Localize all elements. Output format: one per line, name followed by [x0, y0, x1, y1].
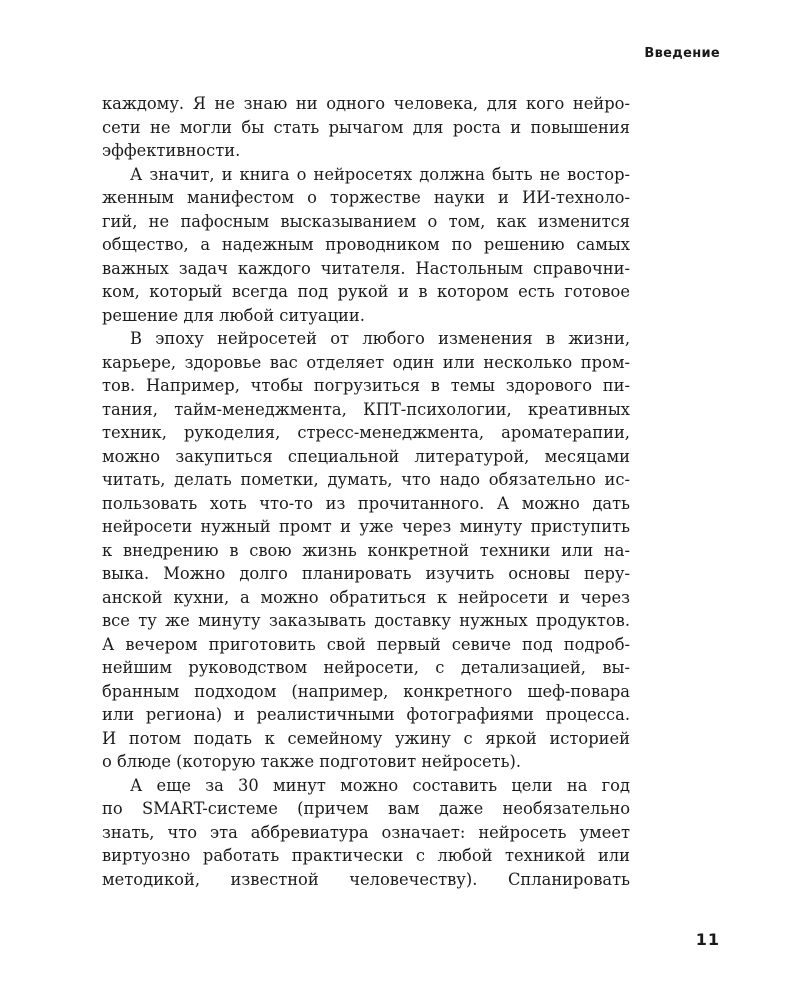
text-line: тов. Например, чтобы погрузиться в темы здорового пи-: [102, 376, 630, 395]
text-line: ком, который всегда под рукой и в котором есть готовое: [102, 282, 630, 301]
text-line: А значит, и книга о нейросетях должна быть не востор-: [130, 164, 630, 184]
text-line: знать, что эта аббревиатура означает: нейросеть умеет: [102, 822, 630, 842]
text-line: о блюде (которую также подготовит нейросеть).: [102, 752, 522, 771]
page-number: 11: [695, 930, 720, 949]
text-line: методикой, известной человечеству). Спланировать: [102, 869, 630, 889]
text-line: виртуозно работать практически с любой техникой или: [102, 846, 630, 865]
text-line: все ту же минуту заказывать доставку нужных продуктов.: [102, 611, 630, 630]
text-line: сети не могли бы стать рычагом для роста и повышения: [102, 117, 630, 137]
text-line: каждому. Я не знаю ни одного человека, для кого нейро-: [102, 94, 630, 113]
text-line: бранным подходом (например, конкретного шеф-повара: [102, 681, 630, 701]
text-line: важных задач каждого читателя. Настольным справочни-: [102, 258, 630, 278]
running-header: Введение: [644, 46, 720, 61]
text-line: пользовать хоть что-то из прочитанного. А можно дать: [102, 493, 630, 513]
page-body-text: [102, 92, 630, 891]
text-line: можно закупиться специальной литературой, месяцами: [102, 446, 630, 466]
text-line: эффективности.: [102, 141, 241, 160]
text-line: нейросети нужный промт и уже через минуту приступить: [102, 517, 630, 536]
text-line: И потом подать к семейному ужину с яркой историей: [102, 728, 630, 748]
text-line: нейшим руководством нейросети, с детализацией, вы-: [102, 658, 630, 677]
text-line: решение для любой ситуации.: [102, 305, 365, 325]
text-line: гий, не пафосным высказыванием о том, как изменится: [102, 211, 630, 231]
text-line: или региона) и реалистичными фотографиями процесса.: [102, 705, 630, 724]
text-line: А вечером приготовить свой первый севиче под подроб-: [102, 634, 630, 654]
text-line: по SMART-системе (причем вам даже необязательно: [102, 799, 630, 818]
text-line: женным манифестом о торжестве науки и ИИ-техноло-: [102, 188, 630, 207]
text-line: к внедрению в свою жизнь конкретной техники или на-: [102, 540, 630, 560]
text-line: выка. Можно долго планировать изучить основы перу-: [102, 564, 630, 583]
text-line: анской кухни, а можно обратиться к нейросети и через: [102, 587, 630, 607]
text-line: В эпоху нейросетей от любого изменения в жизни,: [130, 329, 630, 348]
text-line: А еще за 30 минут можно составить цели на год: [130, 775, 630, 795]
text-line: читать, делать пометки, думать, что надо обязательно ис-: [102, 470, 630, 489]
text-line: общество, а надежным проводником по решению самых: [102, 235, 630, 254]
text-line: тания, тайм-менеджмента, КПТ-психологии, креативных: [102, 399, 630, 419]
text-line: техник, рукоделия, стресс-менеджмента, ароматерапии,: [102, 423, 630, 442]
text-line: карьере, здоровье вас отделяет один или несколько пром-: [102, 352, 630, 372]
